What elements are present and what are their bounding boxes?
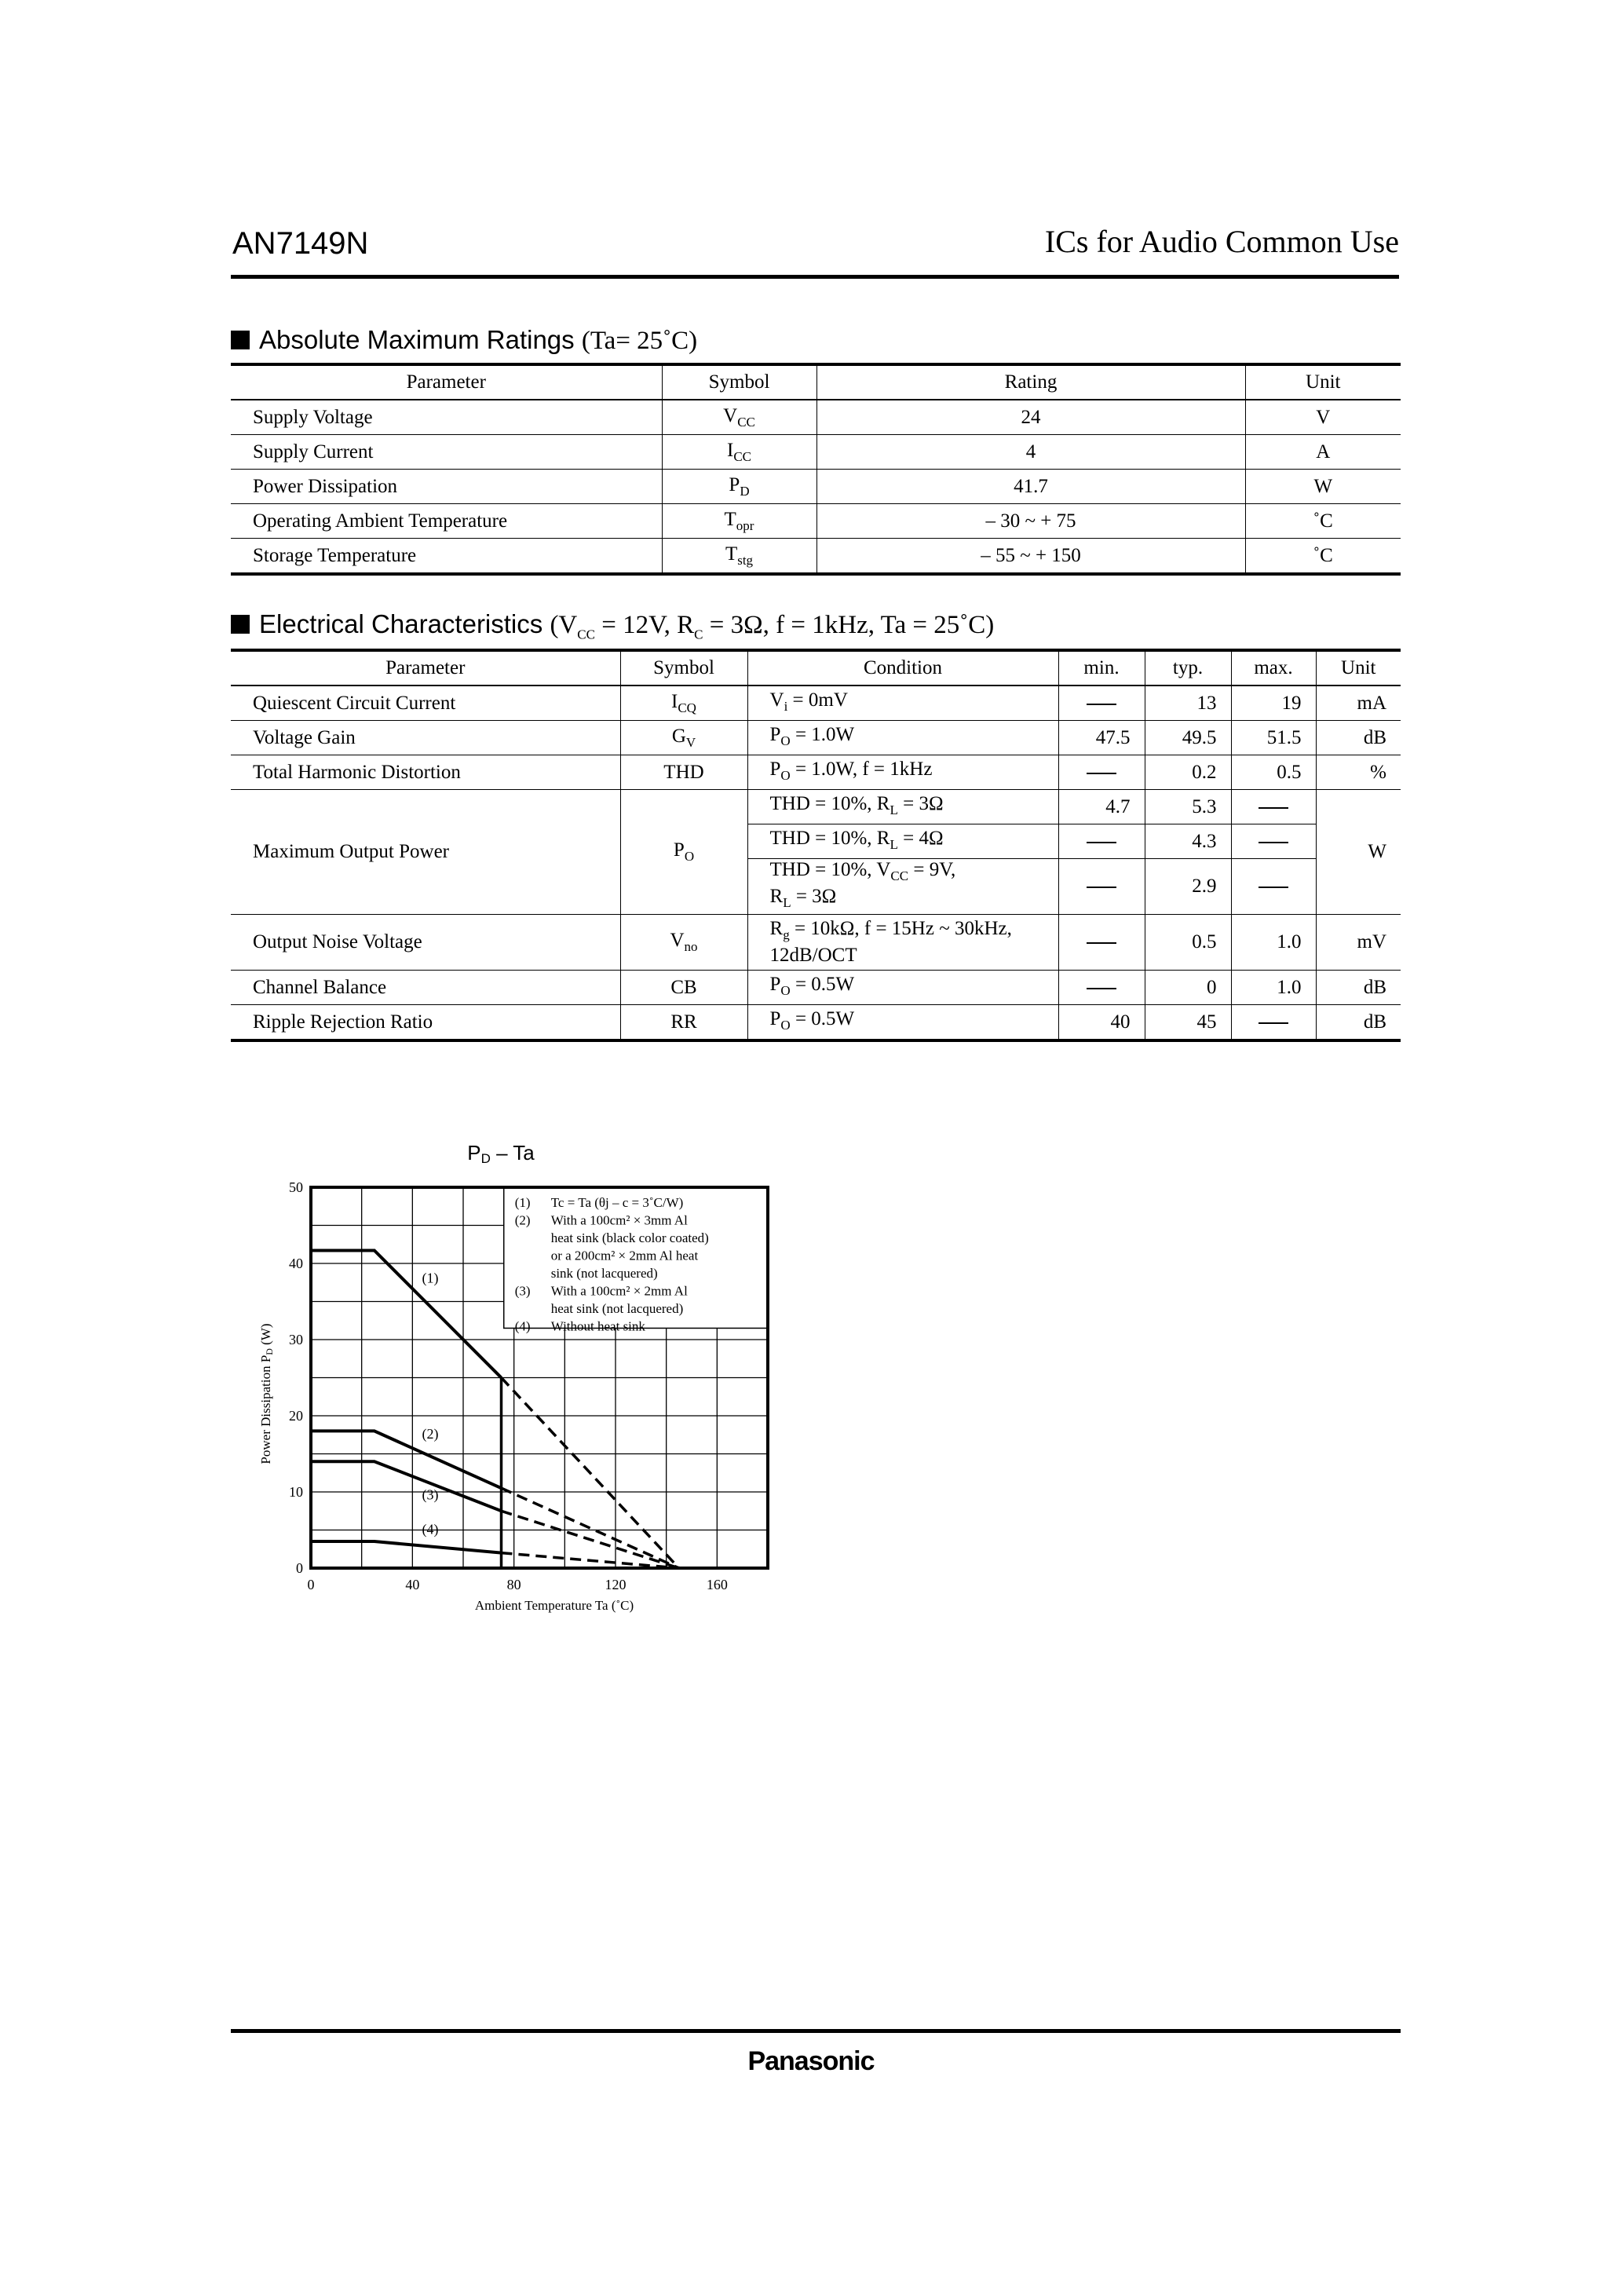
series-line-solid xyxy=(311,1461,502,1511)
dash-mark xyxy=(1259,842,1288,843)
series-line-solid xyxy=(311,1541,502,1553)
dash-mark xyxy=(1259,887,1288,888)
dash-mark xyxy=(1087,988,1116,989)
y-tick-label: 30 xyxy=(289,1332,303,1347)
table-row: Storage Temperature $T_{stg}$ – 55 ~ + 150 ˚C xyxy=(231,539,1401,575)
table-row: Maximum Output Power $P_O$ THD = 10%, $R_L = 3\Omega$ 4.7 5.3 W xyxy=(231,790,1401,824)
section-square-icon xyxy=(231,615,250,634)
x-tick-label: 0 xyxy=(307,1577,315,1592)
legend-number: (4) xyxy=(514,1318,531,1334)
legend-entry: With a 100cm² × 3mm Al xyxy=(550,1212,688,1228)
x-tick-label: 80 xyxy=(506,1577,521,1592)
abs-max-title: Absolute Maximum Ratings (Ta= 25˚C) xyxy=(231,325,697,356)
pd-ta-chart xyxy=(251,1139,801,1625)
table-row: Total Harmonic Distortion THD $P_O = 1.0W$, f = 1kHz 0.2 0.5 % xyxy=(231,755,1401,790)
document-category: ICs for Audio Common Use xyxy=(1044,224,1399,259)
series-line-solid xyxy=(311,1431,502,1488)
series-line-solid xyxy=(311,1251,502,1378)
dash-mark xyxy=(1087,887,1116,888)
table-row: Quiescent Circuit Current $I_{CQ}$ $V_i = 0mV$ 13 19 mA xyxy=(231,686,1401,721)
table-row: Operating Ambient Temperature $T_{opr}$ – 30 ~ + 75 ˚C xyxy=(231,504,1401,539)
series-label: (3) xyxy=(422,1486,439,1503)
section-square-icon xyxy=(231,331,250,349)
table-row: Ripple Rejection Ratio RR $P_O = 0.5W$ 40 45 dB xyxy=(231,1005,1401,1041)
table-row: Channel Balance CB $P_O = 0.5W$ 0 1.0 dB xyxy=(231,971,1401,1005)
y-tick-label: 40 xyxy=(289,1256,303,1271)
legend-entry: With a 100cm² × 2mm Al xyxy=(550,1283,688,1299)
table-header-row: Parameter Symbol Rating Unit xyxy=(231,364,1401,400)
dash-mark xyxy=(1087,773,1116,774)
y-axis-label: Power Dissipation PD (W) xyxy=(258,1323,275,1464)
x-tick-label: 160 xyxy=(706,1577,728,1592)
dash-mark xyxy=(1259,807,1288,809)
legend-number: (1) xyxy=(514,1195,531,1210)
table-row: Supply Current $I_{CC}$ 4 A xyxy=(231,435,1401,470)
abs-max-table xyxy=(231,363,1401,576)
legend-entry: Tc = Ta (θj – c = 3˚C/W) xyxy=(550,1195,684,1210)
footer-rule xyxy=(231,2029,1401,2033)
x-tick-label: 120 xyxy=(605,1577,627,1592)
x-axis-label: Ambient Temperature Ta (˚C) xyxy=(474,1598,634,1613)
dash-mark xyxy=(1087,704,1116,705)
series-label: (4) xyxy=(422,1521,439,1537)
elec-title: Electrical Characteristics ($V_{CC} = 12V$, $R_C = 3\Omega$, f = 1kHz, Ta = 25˚C) xyxy=(231,609,994,643)
table-header-row: Parameter Symbol Condition min. typ. max. Unit xyxy=(231,650,1401,686)
legend-entry: heat sink (not lacquered) xyxy=(550,1301,684,1316)
elec-table xyxy=(231,649,1401,1042)
y-tick-label: 10 xyxy=(289,1484,303,1500)
dash-mark xyxy=(1087,842,1116,843)
dash-mark xyxy=(1259,1022,1288,1024)
table-row: THD = 10%, $V_{CC} = 9V$, $R_L = 3\Omega$ 2.9 xyxy=(231,859,1401,915)
y-tick-label: 0 xyxy=(296,1560,303,1576)
y-tick-label: 50 xyxy=(289,1179,303,1195)
legend-entry: Without heat sink xyxy=(550,1318,645,1334)
legend-entry: sink (not lacquered) xyxy=(550,1266,658,1281)
part-number: AN7149N xyxy=(232,226,369,261)
legend-entry: heat sink (black color coated) xyxy=(550,1230,709,1245)
table-row: Voltage Gain $G_V$ $P_O = 1.0W$ 47.5 49.5 51.5 dB xyxy=(231,721,1401,755)
chart-title: PD – Ta xyxy=(467,1141,535,1166)
series-label: (1) xyxy=(422,1270,439,1286)
brand-logo: Panasonic xyxy=(747,2046,875,2076)
table-row: THD = 10%, $R_L = 4\Omega$ 4.3 xyxy=(231,824,1401,859)
legend-number: (3) xyxy=(514,1283,531,1299)
legend-entry: or a 200cm² × 2mm Al heat xyxy=(550,1248,699,1263)
y-tick-label: 20 xyxy=(289,1408,303,1424)
series-label: (2) xyxy=(422,1426,439,1442)
header-rule xyxy=(231,275,1399,279)
table-row: Power Dissipation $P_D$ 41.7 W xyxy=(231,470,1401,504)
table-row: Output Noise Voltage $V_{no}$ $R_g = 10k\Omega$, f = 15Hz ~ 30kHz, 12dB/OCT 0.5 1.0 mV xyxy=(231,915,1401,971)
x-tick-label: 40 xyxy=(405,1577,420,1592)
table-row: Supply Voltage $V_{CC}$ 24 V xyxy=(231,400,1401,435)
legend-number: (2) xyxy=(514,1212,531,1228)
dash-mark xyxy=(1087,942,1116,944)
